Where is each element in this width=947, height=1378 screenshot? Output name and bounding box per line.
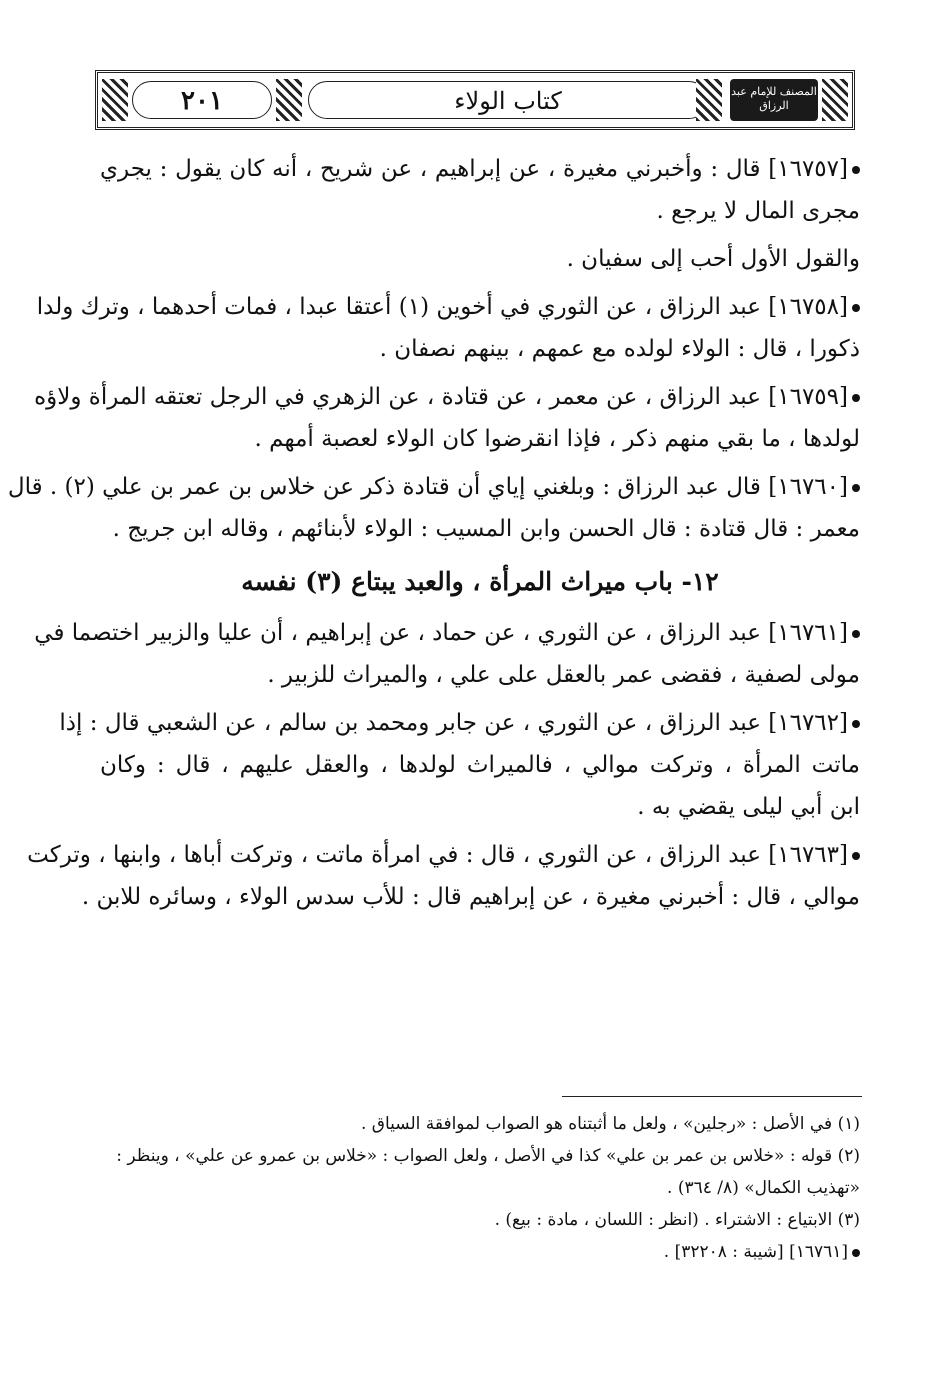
running-chapter-title: كتاب الولاء: [308, 81, 708, 119]
hadith-16757: [100, 148, 860, 232]
hadith-number: [١٦٧٦٠]: [768, 474, 848, 500]
footnote-2: (٢) قوله : «خلاس بن عمر بن علي» كذا في الأصل ، ولعل الصواب : «خلاس بن عمرو عن علي» ، وينظر :: [116, 1146, 860, 1166]
footnote-divider: [562, 1096, 862, 1097]
hadith-16761: [34, 612, 860, 696]
ornament-right-inner: [696, 79, 722, 121]
hadith-16758: [36, 286, 860, 370]
hadith-16759: [34, 376, 860, 460]
hadith-line: موالي ، قال : أخبرني مغيرة ، عن إبراهيم قال : للأب سدس الولاء ، وسائره للابن .: [81, 884, 860, 910]
hadith-line: لولدها ، ما بقي منهم ذكر ، فإذا انقرضوا كان الولاء لعصبة أمهم .: [254, 426, 860, 452]
footnote-1: (١) في الأصل : «رجلين» ، ولعل ما أثبتناه هو الصواب لموافقة السياق .: [360, 1114, 860, 1134]
ornament-right-outer: [822, 79, 848, 121]
hadith-line: عبد الرزاق ، عن الثوري ، قال : في امرأة ماتت ، وتركت أباها ، وابنها ، وتركت: [27, 842, 761, 868]
bullet-icon: [852, 166, 860, 174]
hadith-number: [١٦٧٥٩]: [768, 384, 848, 410]
footnotes: [100, 1108, 860, 1268]
hadith-number: [١٦٧٥٨]: [768, 294, 848, 320]
hadith-number: [١٦٧٦٣]: [768, 842, 848, 868]
hadith-line: قال عبد الرزاق : وبلغني إياي أن قتادة ذكر عن خلاس بن عمر بن علي (٢) . قال: [7, 474, 761, 500]
hadith-16763: [27, 834, 860, 918]
hadith-number: [١٦٧٦١]: [768, 620, 848, 646]
bullet-icon: [852, 304, 860, 312]
hadith-line: مجرى المال لا يرجع .: [656, 198, 860, 224]
hadith-line: ذكورا ، قال : الولاء لولده مع عمهم ، بينهم نصفان .: [379, 336, 860, 362]
page-number: ٢٠١: [132, 81, 272, 119]
hadith-line: مولى لصفية ، فقضى عمر بالعقل على علي ، والميراث للزبير .: [267, 662, 860, 688]
hadith-line: عبد الرزاق ، عن الثوري في أخوين (١) أعتقا عبدا ، فمات أحدهما ، وترك ولدا: [36, 294, 761, 320]
hadith-16760: [7, 466, 860, 550]
bullet-icon: [852, 394, 860, 402]
ornament-left-outer: [102, 79, 128, 121]
hadith-line: والقول الأول أحب إلى سفيان .: [566, 246, 860, 272]
hadith-line: قال : وأخبرني مغيرة ، عن إبراهيم ، عن شريح ، أنه كان يقول : يجري: [100, 156, 761, 182]
ornament-left-inner: [276, 79, 302, 121]
hadith-line: عبد الرزاق ، عن معمر ، عن قتادة ، عن الزهري في الرجل تعتقه المرأة ولاؤه: [34, 384, 761, 410]
source-reference: [100, 1236, 860, 1268]
bullet-icon: [852, 484, 860, 492]
hadith-number: [١٦٧٦٢]: [768, 710, 848, 736]
chapter-heading: ١٢- باب ميراث المرأة ، والعبد يبتاع (٣) نفسه: [241, 567, 719, 596]
comment-paragraph: [100, 238, 860, 280]
hadith-line: عبد الرزاق ، عن الثوري ، عن حماد ، عن إبراهيم ، أن عليا والزبير اختصما في: [34, 620, 761, 646]
source-reference-text: [١٦٧٦١] [شيبة : ٣٢٢٠٨] .: [663, 1242, 848, 1262]
footnote-2-continued: «تهذيب الكمال» (٨/ ٣٦٤) .: [667, 1178, 860, 1198]
hadith-16762: [59, 702, 860, 828]
bullet-icon: [852, 630, 860, 638]
main-text: [7, 148, 860, 924]
hadith-line: عبد الرزاق ، عن الثوري ، عن جابر ومحمد بن سالم ، عن الشعبي قال : إذا: [59, 710, 761, 736]
bullet-icon: [852, 1249, 860, 1257]
hadith-line: ماتت المرأة ، وتركت موالي ، فالميراث لولدها ، والعقل عليهم ، قال : وكان: [100, 752, 860, 778]
publisher-logo: المصنف للإمام عبد الرزاق: [730, 79, 818, 121]
footnote-3: (٣) الابتياع : الاشتراء . (انظر : اللسان ، مادة : بيع) .: [494, 1210, 860, 1230]
bullet-icon: [852, 852, 860, 860]
hadith-line: ابن أبي ليلى يقضي به .: [637, 794, 860, 820]
page-header: [95, 70, 855, 130]
bullet-icon: [852, 720, 860, 728]
hadith-number: [١٦٧٥٧]: [768, 156, 849, 182]
hadith-line: معمر : قال قتادة : قال الحسن وابن المسيب : الولاء لأبنائهم ، وقاله ابن جريج .: [112, 516, 860, 542]
